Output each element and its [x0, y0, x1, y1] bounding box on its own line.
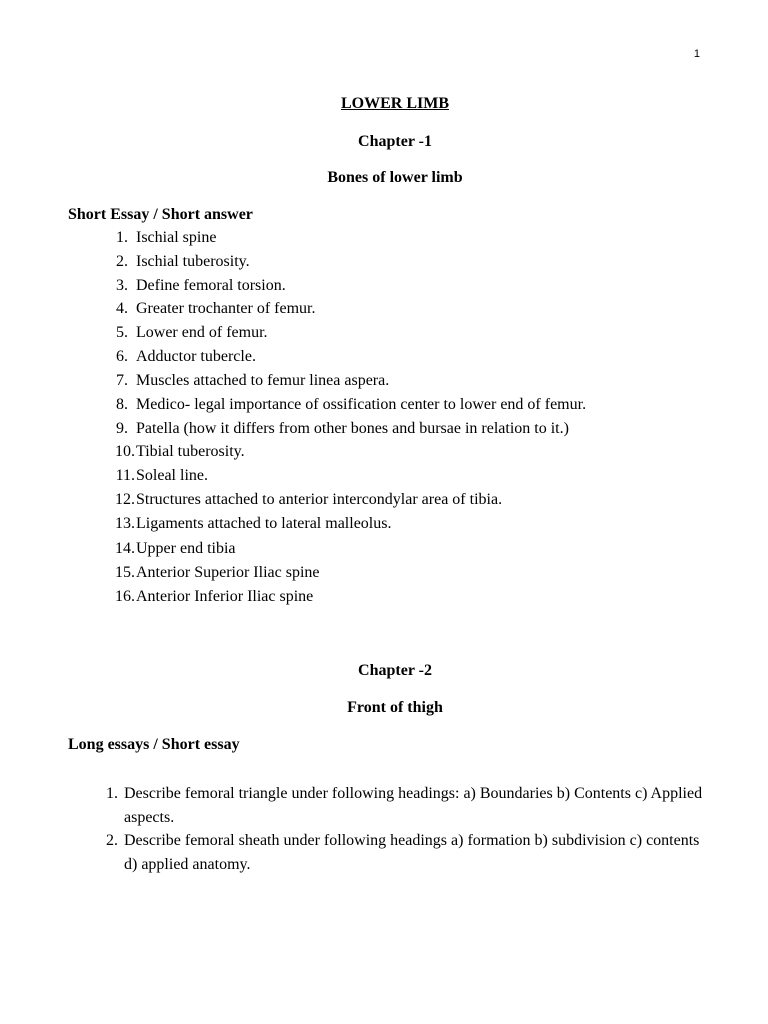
list-item-text: Soleal line. — [136, 467, 208, 484]
chapter-1-label: Chapter -1 — [358, 133, 432, 150]
list-item-text: Ischial tuberosity. — [136, 253, 250, 270]
list-item-text: Muscles attached to femur linea aspera. — [136, 372, 390, 389]
list-item-number: 9. — [116, 420, 128, 437]
list-item-text: Greater trochanter of femur. — [136, 300, 316, 317]
list-item-number: 8. — [116, 396, 128, 413]
list-item-number: 12. — [115, 491, 135, 508]
list-item-number: 7. — [116, 372, 128, 389]
list-item-text: Medico- legal importance of ossification center to lower end of femur. — [136, 396, 587, 413]
list-item-number: 14. — [115, 540, 135, 557]
chapter-2-label: Chapter -2 — [358, 662, 432, 679]
list-item-text: Lower end of femur. — [136, 324, 268, 341]
list-item-text: Describe femoral sheath under following headings a) formation b) subdivision c) contents d) applied anatomy. — [124, 832, 700, 873]
list-item-number: 1. — [116, 229, 128, 246]
list-item-number: 10. — [115, 443, 135, 460]
list-item-number: 16. — [115, 588, 135, 605]
list-item-text: Upper end tibia — [136, 540, 236, 557]
list-item-number: 2. — [106, 832, 118, 849]
list-item-number: 11. — [115, 467, 135, 484]
list-item-text: Patella (how it differs from other bones and bursae in relation to it.) — [136, 420, 569, 437]
chapter-1-section-heading: Short Essay / Short answer — [68, 206, 253, 223]
page-number: 1 — [693, 48, 700, 60]
chapter-1-subtitle: Bones of lower limb — [327, 169, 463, 186]
list-item-text: Tibial tuberosity. — [136, 443, 245, 460]
list-item-text: Define femoral torsion. — [136, 277, 286, 294]
list-item-number: 3. — [116, 277, 128, 294]
list-item-number: 1. — [106, 785, 118, 802]
list-item-text: Anterior Inferior Iliac spine — [136, 588, 314, 605]
list-item-number: 5. — [116, 324, 128, 341]
list-item-number: 2. — [116, 253, 128, 270]
chapter-2-subtitle: Front of thigh — [347, 699, 443, 716]
list-item-text: Ligaments attached to lateral malleolus. — [136, 515, 392, 532]
list-item-number: 15. — [115, 564, 135, 581]
list-item-text: Describe femoral triangle under following headings: a) Boundaries b) Contents c) Applied aspects. — [124, 785, 703, 826]
list-item-text: Anterior Superior Iliac spine — [136, 564, 320, 581]
chapter-2-section-heading: Long essays / Short essay — [68, 736, 240, 753]
list-item-number: 6. — [116, 348, 128, 365]
document-title: LOWER LIMB — [340, 95, 449, 112]
list-item-number: 13. — [115, 515, 135, 532]
list-item-text: Adductor tubercle. — [136, 348, 256, 365]
list-item-text: Structures attached to anterior intercondylar area of tibia. — [136, 491, 503, 508]
list-item-number: 4. — [116, 300, 128, 317]
list-item-text: Ischial spine — [136, 229, 217, 246]
